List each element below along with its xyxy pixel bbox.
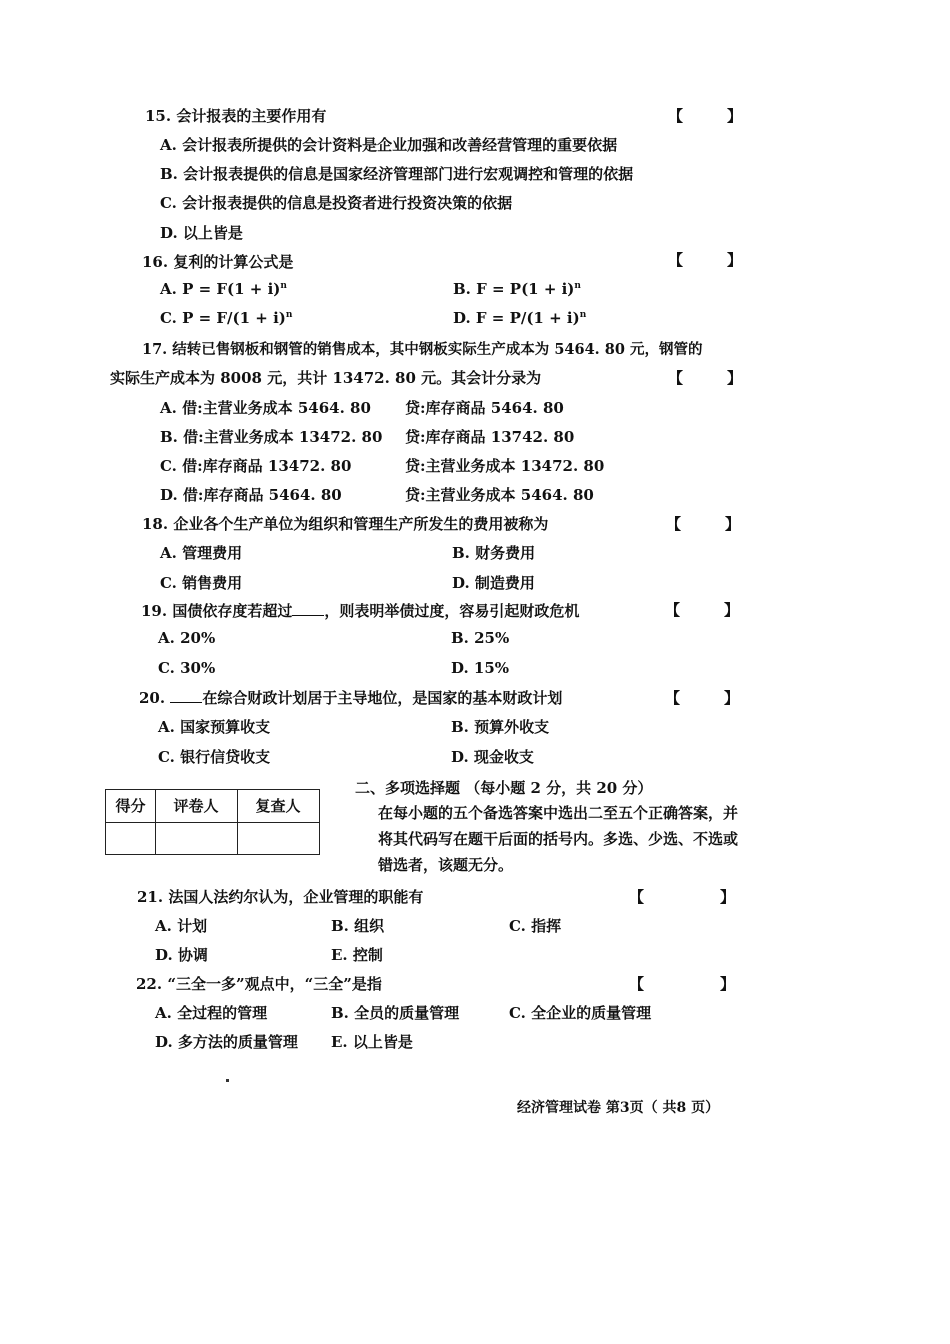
scan-speck: [226, 1079, 229, 1082]
q16-bracket-left: 【: [668, 251, 684, 269]
grader-header: 评卷人: [173, 797, 219, 815]
q20-option-c: C. 银行信贷收支: [158, 748, 271, 766]
q19-bracket-left: 【: [665, 601, 681, 619]
q17-bracket-right: 】: [727, 369, 743, 387]
q22-option-b: B. 全员的质量管理: [331, 1004, 460, 1022]
q17-option-d-debit: D. 借:库存商品 5464. 80: [160, 486, 342, 504]
q15-stem: 15. 会计报表的主要作用有: [145, 107, 327, 125]
q21-option-a: A. 计划: [155, 917, 208, 935]
reviewer-header: 复查人: [255, 797, 301, 815]
q19-stem: 19. 国债依存度若超过 ，则表明举债过度，容易引起财政危机: [141, 602, 580, 620]
q17-option-a-credit: 贷:库存商品 5464. 80: [405, 399, 564, 417]
q19-bracket-right: 】: [724, 601, 740, 619]
q22-option-c: C. 全企业的质量管理: [509, 1004, 652, 1022]
q15-option-c: C. 会计报表提供的信息是投资者进行投资决策的依据: [160, 194, 513, 212]
q20-option-b: B. 预算外收支: [451, 718, 550, 736]
q18-option-b: B. 财务费用: [452, 544, 536, 562]
q20-bracket-right: 】: [724, 689, 740, 707]
q21-bracket-left: 【: [629, 888, 645, 906]
q19-option-b: B. 25%: [451, 629, 510, 647]
q20-bracket-left: 【: [665, 689, 681, 707]
q16-bracket-right: 】: [727, 251, 743, 269]
score-header: 得分: [115, 797, 146, 815]
q21-option-c: C. 指挥: [509, 917, 562, 935]
q22-bracket-right: 】: [720, 975, 736, 993]
section2-title: 二、多项选择题 （每小题 2 分，共 20 分）: [355, 779, 653, 797]
q17-stem-line1: 17. 结转已售钢板和钢管的销售成本，其中钢板实际生产成本为 5464. 80 元，钢管的: [142, 341, 703, 358]
q20-blank: [170, 690, 202, 703]
q22-bracket-left: 【: [629, 975, 645, 993]
score-table: [105, 789, 320, 855]
q17-stem-line2: 实际生产成本为 8008 元，共计 13472. 80 元。其会计分录为: [110, 369, 542, 387]
q17-option-b-credit: 贷:库存商品 13742. 80: [405, 428, 575, 446]
q20-option-a: A. 国家预算收支: [158, 718, 271, 736]
q22-option-a: A. 全过程的管理: [155, 1004, 268, 1022]
page-footer: 经济管理试卷 第3页（ 共8 页）: [517, 1100, 720, 1116]
q21-bracket-right: 】: [720, 888, 736, 906]
q21-stem: 21. 法国人法约尔认为，企业管理的职能有: [137, 888, 424, 906]
q15-option-b: B. 会计报表提供的信息是国家经济管理部门进行宏观调控和管理的依据: [160, 165, 634, 183]
q16-option-b: B. $F = P(1 + i)^n$: [453, 280, 581, 298]
q18-bracket-right: 】: [725, 515, 741, 533]
q16-option-a: A. $P = F(1 + i)^n$: [160, 280, 287, 298]
q15-bracket-right: 】: [727, 107, 743, 125]
table-divider: [106, 822, 319, 823]
q21-option-e: E. 控制: [331, 946, 383, 964]
q19-option-c: C. 30%: [158, 659, 216, 677]
q19-blank: [292, 603, 324, 616]
q17-option-c-debit: C. 借:库存商品 13472. 80: [160, 457, 352, 475]
q21-option-d: D. 协调: [155, 946, 208, 964]
q22-option-e: E. 以上皆是: [331, 1033, 413, 1051]
q16-stem: 16. 复利的计算公式是: [142, 253, 294, 271]
q17-option-d-credit: 贷:主营业务成本 5464. 80: [405, 486, 594, 504]
q19-option-a: A. 20%: [158, 629, 216, 647]
q15-option-a: A. 会计报表所提供的会计资料是企业加强和改善经营管理的重要依据: [160, 136, 618, 154]
q18-option-c: C. 销售费用: [160, 574, 243, 592]
q16-option-c: C. $P = F/(1 + i)^n$: [160, 309, 293, 327]
q17-bracket-left: 【: [668, 369, 684, 387]
q22-option-d: D. 多方法的质量管理: [155, 1033, 298, 1051]
q22-stem: 22. “三全一多”观点中，“三全”是指: [136, 975, 382, 993]
q19-option-d: D. 15%: [451, 659, 510, 677]
q21-option-b: B. 组织: [331, 917, 385, 935]
section2-description: 在每小题的五个备选答案中选出二至五个正确答案，并将其代码写在题干后面的括号内。多选、少选、不选或错选者，该题无分。: [378, 804, 739, 874]
q15-bracket-left: 【: [668, 107, 684, 125]
q18-stem: 18. 企业各个生产单位为组织和管理生产所发生的费用被称为: [142, 515, 549, 533]
q18-option-d: D. 制造费用: [452, 574, 535, 592]
q18-option-a: A. 管理费用: [160, 544, 243, 562]
q20-stem: 20. 在综合财政计划居于主导地位，是国家的基本财政计划: [139, 689, 563, 707]
q17-option-b-debit: B. 借:主营业务成本 13472. 80: [160, 428, 383, 446]
q17-option-a-debit: A. 借:主营业务成本 5464. 80: [160, 399, 371, 417]
q16-option-d: D. $F = P/(1 + i)^n$: [453, 309, 587, 327]
q17-option-c-credit: 贷:主营业务成本 13472. 80: [405, 457, 605, 475]
q20-option-d: D. 现金收支: [451, 748, 534, 766]
q18-bracket-left: 【: [666, 515, 682, 533]
q15-option-d: D. 以上皆是: [160, 224, 243, 242]
